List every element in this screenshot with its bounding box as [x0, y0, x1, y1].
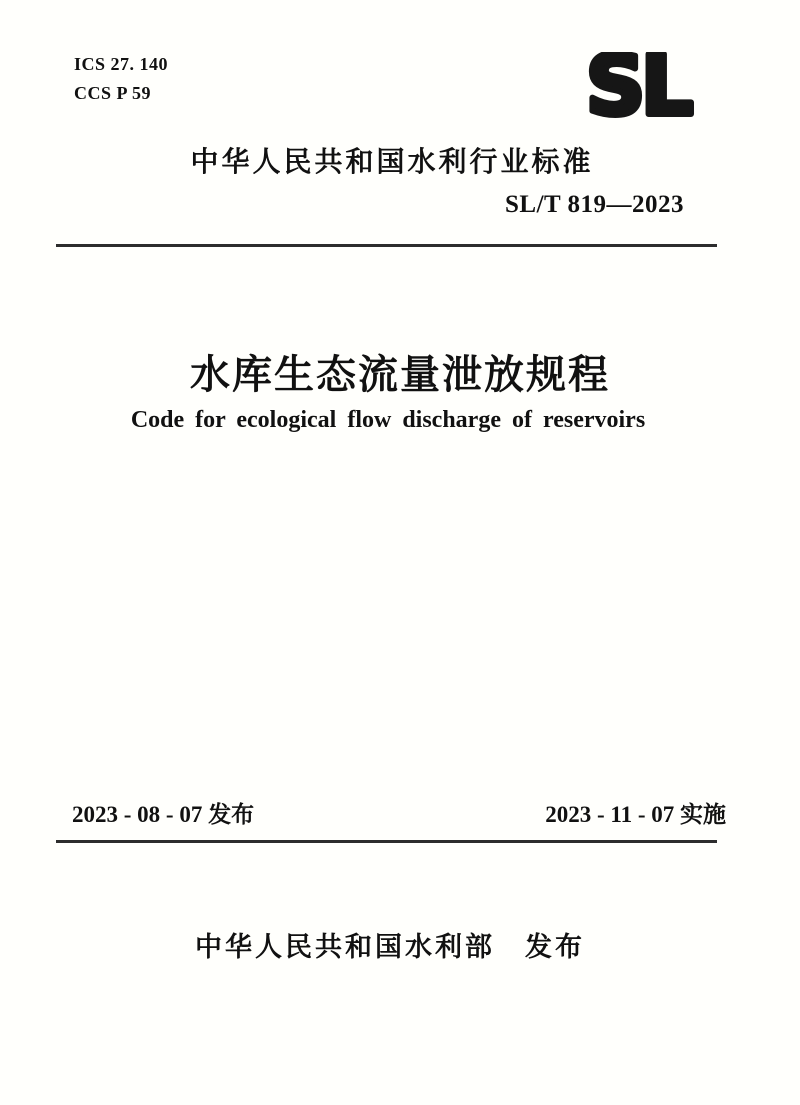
sl-logo-icon	[582, 52, 722, 124]
standard-category-heading: 中华人民共和国水利行业标准	[190, 146, 594, 177]
classification-codes	[74, 50, 168, 108]
publisher-line: 中华人民共和国水利部 发布	[195, 932, 585, 962]
implement-date: 2023 - 11 - 07 实施	[545, 802, 726, 827]
top-divider-line	[56, 244, 717, 247]
document-title-chinese: 水库生态流量泄放规程	[190, 353, 610, 397]
standard-number: SL/T 819—2023	[505, 191, 684, 218]
ccs-code: CCS P 59	[74, 83, 152, 103]
sl-logo-text: SL	[586, 52, 690, 124]
document-title-english: Code for ecological flow discharge of reservoirs	[130, 407, 646, 433]
bottom-divider-line	[56, 840, 717, 843]
issue-date: 2023 - 08 - 07 发布	[72, 802, 255, 827]
ics-code: ICS 27. 140	[74, 54, 169, 74]
